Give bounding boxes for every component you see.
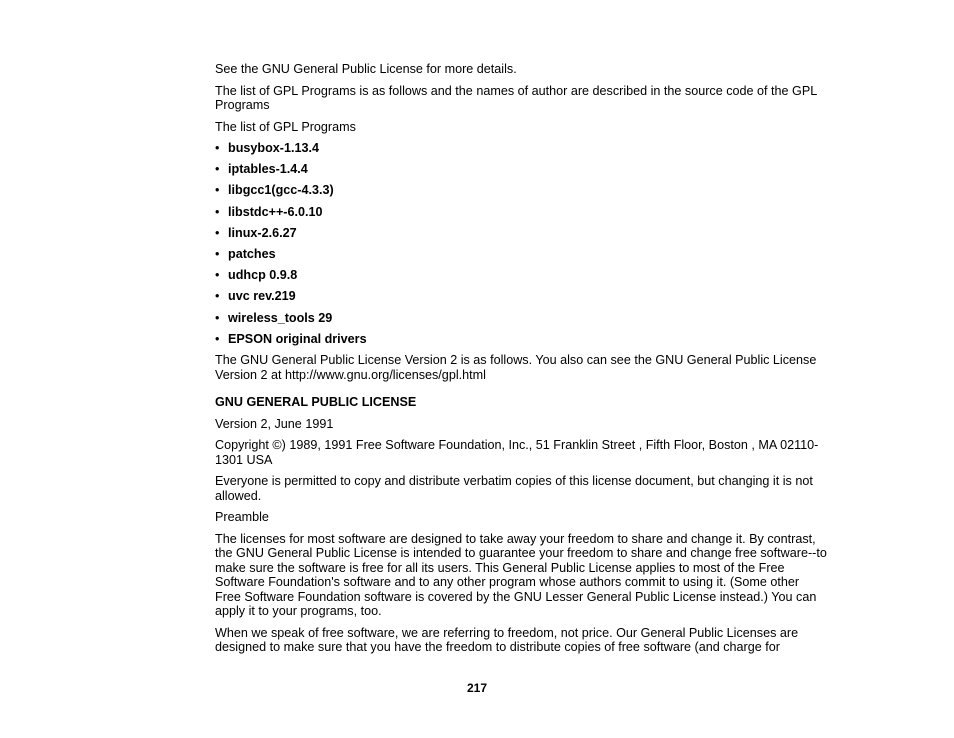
bullet-icon: • bbox=[215, 141, 220, 155]
list-item bbox=[215, 268, 827, 283]
list-item bbox=[215, 226, 827, 241]
list-item bbox=[215, 141, 827, 156]
program-name: libgcc1(gcc-4.3.3) bbox=[228, 183, 334, 198]
license-permission: Everyone is permitted to copy and distribute verbatim copies of this license document, but changing it is not allowed. bbox=[215, 474, 813, 503]
program-name: patches bbox=[228, 246, 276, 261]
program-name: iptables-1.4.4 bbox=[228, 162, 308, 177]
list-item bbox=[215, 332, 827, 347]
bullet-icon: • bbox=[215, 310, 220, 325]
list-item bbox=[215, 162, 827, 177]
program-name: uvc rev.219 bbox=[228, 289, 296, 304]
preamble-paragraph: When we speak of free software, we are referring to freedom, not price. Our General Public Licenses are designed to make sure that you have the freedom to distribute copies of free software (and charge for bbox=[215, 625, 799, 655]
program-name: udhcp 0.9.8 bbox=[228, 268, 298, 283]
paragraph: See the GNU General Public License for more details. bbox=[215, 62, 517, 76]
program-name: libstdc++-6.0.10 bbox=[228, 204, 323, 219]
bullet-icon: • bbox=[215, 268, 220, 283]
bullet-icon: • bbox=[215, 162, 220, 177]
program-name: linux-2.6.27 bbox=[228, 225, 297, 240]
list-item bbox=[215, 247, 827, 262]
list-item bbox=[215, 289, 827, 304]
license-version: Version 2, June 1991 bbox=[215, 416, 334, 431]
license-heading: GNU GENERAL PUBLIC LICENSE bbox=[215, 395, 417, 410]
gpl-programs-list bbox=[215, 141, 827, 346]
license-copyright: Copyright ©) 1989, 1991 Free Software Foundation, Inc., 51 Franklin Street , Fifth Floor, Boston , MA 02110-1301 USA bbox=[215, 438, 819, 467]
bullet-icon: • bbox=[215, 289, 220, 304]
preamble-paragraph: The licenses for most software are designed to take away your freedom to share and change it. By contrast, the GNU General Public License is intended to guarantee your freedom to share and change free software--to make sure the software is free for all its users. This General Public License applies to most of the Free Software Foundation's software and to any other program whose authors commit to using it. (Some other Free Software Foundation software is covered by the GNU Lesser General Public License instead.) You can apply it to your programs, too. bbox=[215, 531, 827, 619]
preamble-title: Preamble bbox=[215, 510, 269, 525]
program-name: wireless_tools 29 bbox=[228, 310, 333, 325]
list-item bbox=[215, 311, 827, 326]
paragraph: The list of GPL Programs bbox=[215, 119, 356, 134]
paragraph: The list of GPL Programs is as follows and the names of author are described in the source code of the GPL Programs bbox=[215, 83, 817, 112]
program-name: busybox-1.13.4 bbox=[228, 141, 319, 155]
version-intro: The GNU General Public License Version 2 is as follows. You also can see the GNU General Public License Version 2 at http://www.gnu.org/licenses/gpl.html bbox=[215, 353, 817, 382]
bullet-icon: • bbox=[215, 246, 220, 261]
bullet-icon: • bbox=[215, 183, 220, 198]
list-item bbox=[215, 183, 827, 198]
page-number: 217 bbox=[466, 681, 488, 695]
document-body bbox=[215, 62, 827, 662]
list-item bbox=[215, 205, 827, 220]
bullet-icon: • bbox=[215, 331, 220, 346]
bullet-icon: • bbox=[215, 225, 220, 240]
program-name: EPSON original drivers bbox=[228, 331, 367, 346]
bullet-icon: • bbox=[215, 204, 220, 219]
